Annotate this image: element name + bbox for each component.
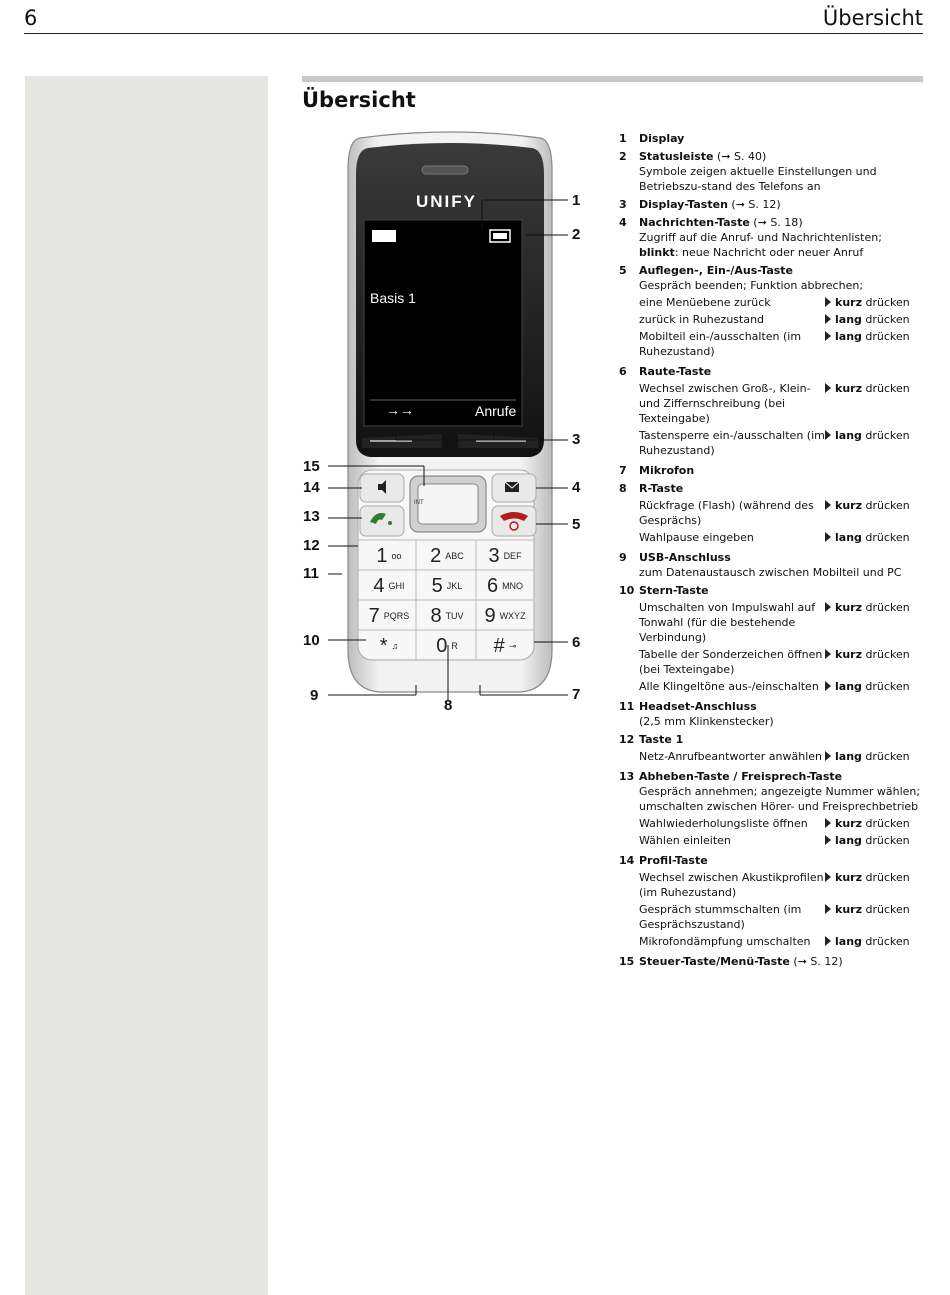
callout-8: 8	[444, 697, 453, 714]
triangle-icon	[825, 500, 831, 510]
legend-entry: 9 USB-Anschluss zum Datenaustausch zwischen Mobilteil und PC	[619, 551, 902, 579]
legend-entry: 3 Display-Tasten (➞ S. 12)	[619, 198, 781, 211]
callout-13: 13	[303, 508, 320, 525]
legend-entry: 4 Nachrichten-Taste (➞ S. 18) Zugriff auf die Anruf- und Nachrichtenlisten; blinkt: neue Nachricht oder neuer Anruf	[619, 216, 882, 259]
screen-text: Basis 1	[370, 290, 416, 306]
key-3: 3 DEF	[488, 544, 522, 567]
triangle-icon	[825, 532, 831, 542]
key-5: 5 JKL	[431, 574, 463, 597]
legend-entry: 15 Steuer-Taste/Menü-Taste (➞ S. 12)	[619, 955, 843, 968]
key-8: 8 TUV	[430, 604, 464, 627]
triangle-icon	[825, 818, 831, 828]
arrow-icon: ➞	[797, 955, 807, 968]
legend-entry: 14 Profil-Taste Wechsel zwischen Akustikprofilen (im Ruhezustand) kurz drücken Gespräch stummschalten (im Gesprächszustand) kurz drücken Mikrofondämpfung umschalten lang drücken	[619, 854, 910, 948]
triangle-icon	[825, 681, 831, 691]
left-margin-panel	[25, 76, 268, 1295]
legend-entry: 8 R-Taste Rückfrage (Flash) (während des Gesprächs) kurz drücken Wahlpause eingeben lang drücken	[619, 482, 910, 544]
softkey-right-label: Anrufe	[475, 403, 517, 419]
key-6: 6 MNO	[486, 574, 524, 597]
triangle-icon	[825, 649, 831, 659]
legend-entry: 5 Auflegen-, Ein-/Aus-Taste Gespräch beenden; Funktion abbrechen; eine Menüebene zurück kurz drücken zurück in Ruhezustand lang drücken Mobilteil ein-/ausschalten (im Ruhezustand) lang drücken	[619, 264, 910, 358]
callout-12: 12	[303, 537, 320, 554]
triangle-icon	[825, 331, 831, 341]
triangle-icon	[825, 314, 831, 324]
legend-entry: 10 Stern-Taste Umschalten von Impulswahl auf Tonwahl (für die bestehende Verbindung) kurz drücken Tabelle der Sonderzeichen öffnen (bei Texteingabe) kurz drücken Alle Klingeltöne aus-/einschalten lang drücken	[619, 584, 910, 693]
callout-7: 7	[572, 686, 581, 703]
key-9: 9 WXYZ	[484, 604, 526, 627]
triangle-icon	[825, 904, 831, 914]
legend-entry: 2 Statusleiste (➞ S. 40) Symbole zeigen aktuelle Einstellungen und Betriebszu-stand des Telefons an	[619, 150, 877, 193]
triangle-icon	[825, 751, 831, 761]
running-header-title: Übersicht	[822, 6, 923, 30]
callout-11: 11	[303, 565, 319, 582]
phone-illustration	[300, 130, 600, 730]
arrow-icon: ➞	[721, 150, 731, 163]
page-number: 6	[24, 6, 38, 30]
callout-2: 2	[572, 226, 581, 243]
callout-15: 15	[303, 458, 320, 475]
arrow-icon: ➞	[757, 216, 767, 229]
arrow-icon: ➞	[735, 198, 745, 211]
triangle-icon	[825, 936, 831, 946]
triangle-icon	[825, 835, 831, 845]
callout-10: 10	[303, 632, 320, 649]
key-1: 1 ᴏᴏ	[376, 544, 402, 567]
triangle-icon	[825, 383, 831, 393]
callout-6: 6	[572, 634, 581, 651]
key-2: 2 ABC	[430, 544, 464, 567]
callout-4: 4	[572, 479, 581, 496]
legend-entry: 13 Abheben-Taste / Freisprech-Taste Gespräch annehmen; angezeigte Nummer wählen; umschalten zwischen Hörer- und Freisprechbetrieb Wahlwiederholungsliste öffnen kurz drücken Wählen einleiten lang drücken	[619, 770, 921, 847]
section-bar	[302, 76, 923, 82]
nav-int-label: INT	[414, 500, 424, 506]
header-rule	[24, 33, 923, 34]
key-star: * ♫	[379, 634, 399, 657]
legend-entry: 11 Headset-Anschluss (2,5 mm Klinkenstecker)	[619, 700, 774, 728]
brand-logo: UNIFY	[416, 192, 477, 211]
callout-9: 9	[310, 687, 319, 704]
legend-list	[619, 131, 925, 972]
softkey-left-label: →→	[386, 402, 414, 418]
legend-entry: 7 Mikrofon	[619, 464, 695, 477]
legend-entry: 1 Display	[619, 132, 685, 145]
triangle-icon	[825, 602, 831, 612]
key-0: 0 R	[436, 634, 458, 657]
key-hash: # ⊸	[493, 634, 517, 657]
triangle-icon	[825, 430, 831, 440]
triangle-icon	[825, 872, 831, 882]
section-title: Übersicht	[302, 88, 416, 112]
legend-entry: 6 Raute-Taste Wechsel zwischen Groß-, Klein- und Ziffernschreibung (bei Texteingabe) kurz drücken Tastensperre ein-/ausschalten (im Ruhezustand) lang drücken	[619, 365, 910, 457]
key-7: 7 PQRS	[368, 604, 410, 627]
callout-14: 14	[303, 479, 320, 496]
callout-3: 3	[572, 431, 581, 448]
legend-entry: 12 Taste 1 Netz-Anrufbeantworter anwählen lang drücken	[619, 733, 910, 763]
callout-1: 1	[572, 192, 581, 209]
callout-5: 5	[572, 516, 581, 533]
key-4: 4 GHI	[373, 574, 405, 597]
triangle-icon	[825, 297, 831, 307]
